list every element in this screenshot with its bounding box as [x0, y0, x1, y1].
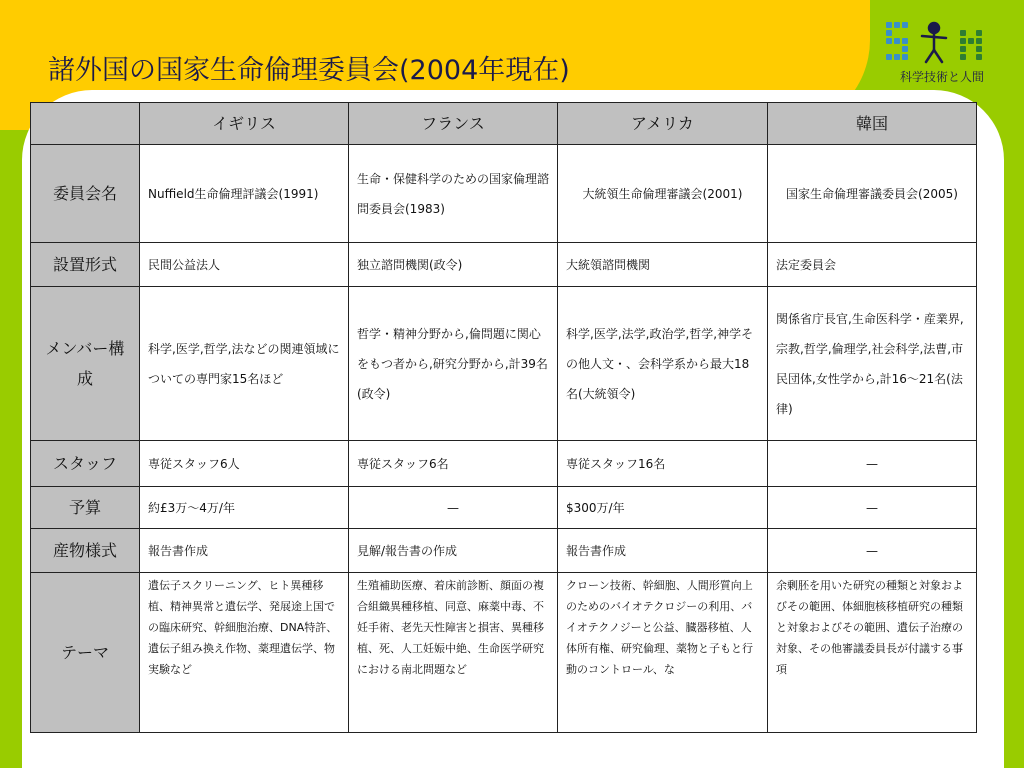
row-header: スタッフ	[31, 441, 140, 487]
row-header: メンバー構成	[31, 287, 140, 441]
row-header: 委員会名	[31, 145, 140, 243]
table-cell: 生命・保健科学のための国家倫理諮問委員会(1983)	[349, 145, 558, 243]
table-cell: 報告書作成	[558, 529, 768, 573]
table-cell: —	[768, 441, 977, 487]
slide-title: 諸外国の国家生命倫理委員会(2004年現在)	[48, 55, 570, 86]
table-cell: 大統領生命倫理審議会(2001)	[558, 145, 768, 243]
table-cell: 余剰胚を用いた研究の種類と対象およびその範囲、体細胞核移植研究の種類と対象およびその範囲、遺伝子治療の対象、その他審議委員長が付議する事項	[768, 573, 977, 733]
logo	[882, 20, 1002, 90]
table-row	[31, 287, 977, 441]
table-cell: 哲学・精神分野から,倫問題に関心をもつ者から,研究分野から,計39名(政令)	[349, 287, 558, 441]
table-cell: Nuffield生命倫理評議会(1991)	[140, 145, 349, 243]
row-header: 設置形式	[31, 243, 140, 287]
table-cell: 報告書作成	[140, 529, 349, 573]
table-cell: 大統領諮問機関	[558, 243, 768, 287]
table-cell: 国家生命倫理審議委員会(2005)	[768, 145, 977, 243]
table-row	[31, 145, 977, 243]
table-cell: 見解/報告書の作成	[349, 529, 558, 573]
ethics-committee-table	[30, 102, 977, 733]
table-cell: 遺伝子スクリーニング、ヒト異種移植、精神異常と遺伝学、発展途上国での臨床研究、幹細胞治療、DNA特許、遺伝子組み換え作物、薬理遺伝学、物実験など	[140, 573, 349, 733]
table-cell: クローン技術、幹細胞、人間形質向上のためのバイオテクロジーの利用、バイオテクノジーと公益、臓器移植、人体所有権、研究倫理、薬物と子もと行動のコントロール、な	[558, 573, 768, 733]
table-cell: 生殖補助医療、着床前診断、顔面の複合組織異種移植、同意、麻薬中毒、不妊手術、老先天性障害と損害、異種移植、死、人工妊娠中絶、生命医学研究における南北問題など	[349, 573, 558, 733]
table-cell: 関係省庁長官,生命医科学・産業界,宗教,哲学,倫理学,社会科学,法曹,市民団体,女性学から,計16～21名(法律)	[768, 287, 977, 441]
table-cell: 約£3万～4万/年	[140, 487, 349, 529]
table-row	[31, 573, 977, 733]
column-header: 韓国	[768, 103, 977, 145]
table-cell: 独立諮問機関(政令)	[349, 243, 558, 287]
table-cell: 科学,医学,哲学,法などの関連領域についての専門家15名ほど	[140, 287, 349, 441]
column-header: イギリス	[140, 103, 349, 145]
table-row	[31, 441, 977, 487]
table-cell: 専従スタッフ16名	[558, 441, 768, 487]
column-header: アメリカ	[558, 103, 768, 145]
table-row	[31, 529, 977, 573]
table-cell: 専従スタッフ6名	[349, 441, 558, 487]
table-cell: 民間公益法人	[140, 243, 349, 287]
table-cell: —	[768, 529, 977, 573]
column-header: フランス	[349, 103, 558, 145]
column-header	[31, 103, 140, 145]
table-cell: 法定委員会	[768, 243, 977, 287]
table-cell: 専従スタッフ6人	[140, 441, 349, 487]
table-cell: —	[768, 487, 977, 529]
table-cell: 科学,医学,法学,政治学,哲学,神学その他人文・、会科学系から最大18名(大統領令)	[558, 287, 768, 441]
table-cell: —	[349, 487, 558, 529]
table-header-row	[31, 103, 977, 145]
row-header: 産物様式	[31, 529, 140, 573]
logo-text: 科学技術と人間	[899, 70, 984, 84]
table-cell: $300万/年	[558, 487, 768, 529]
row-header: 予算	[31, 487, 140, 529]
row-header: テーマ	[31, 573, 140, 733]
table-row	[31, 487, 977, 529]
logo-graphic-icon	[882, 20, 1002, 70]
table-row	[31, 243, 977, 287]
